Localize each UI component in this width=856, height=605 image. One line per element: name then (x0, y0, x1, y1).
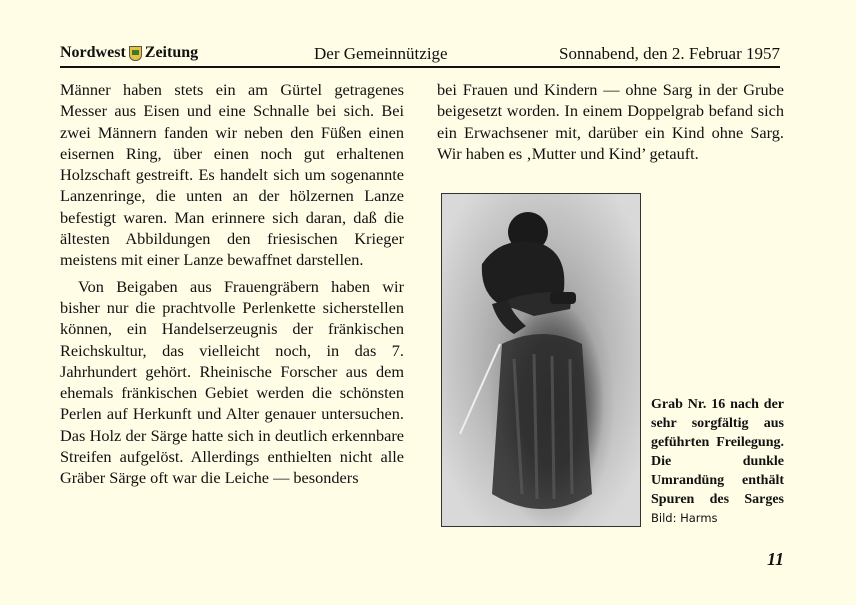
left-column (60, 79, 404, 489)
caption-text: Grab Nr. 16 nach der sehr sorgfältig aus geführten Freilegung. Die dunkle Umrandüng enthält Spuren des Sarges (651, 397, 784, 507)
page-header (60, 42, 780, 68)
paragraph: Von Beigaben aus Frauengräbern haben wir bisher nur die prachtvolle Perlenkette sicherstellen können, ein Handelserzeugnis der fränkischen Reichskultur, das vielleicht noch, in das 7. Jahrhundert gehört. Rheinische Forscher aus dem ehemals fränkischen Gebiet werden die schönsten Perlen auf Herkunft und Alter genauer untersuchen. Das Holz der Särge hatte sich in deutlich erkennbare Streifen aufgelöst. Allerdings enthielten nicht alle Gräber Särge oft war die Leiche — besonders (60, 276, 404, 488)
photo-credit: Bild: Harms (651, 511, 718, 525)
brand-name-left: Nordwest (60, 44, 126, 61)
publication-name: Der Gemeinnützige (314, 44, 448, 63)
brand-name-right: Zeitung (144, 44, 199, 61)
coat-of-arms-icon (129, 46, 142, 61)
grave-photo (441, 193, 641, 527)
page-number: 11 (766, 549, 784, 569)
photo-caption (651, 395, 784, 528)
issue-date: Sonnabend, den 2. Februar 1957 (559, 44, 780, 63)
paragraph: Männer haben stets ein am Gürtel getragenes Messer aus Eisen und eine Schnalle bei sich. Bei zwei Männern fanden wir neben den Füßen einen eisernen Ring, über einen noch gut erhaltenen Holzschaft gestreift. Es handelt sich um sogenannte Lanzenringe, die unten an der hölzernen Lanze befestigt waren. Man erinnere sich daran, daß die ältesten Abbildungen den friesischen Krieger meistens mit einer Lanze bewaffnet darstellen. (60, 80, 404, 270)
paragraph: bei Frauen und Kindern — ohne Sarg in der Grube beigesetzt worden. In einem Doppelgrab befand sich ein Erwachsener mit, darüber ein Kind ohne Sarg. Wir haben es ‚Mutter und Kind’ getauft. (437, 80, 784, 163)
newspaper-logo (60, 44, 198, 62)
right-column (437, 79, 784, 164)
